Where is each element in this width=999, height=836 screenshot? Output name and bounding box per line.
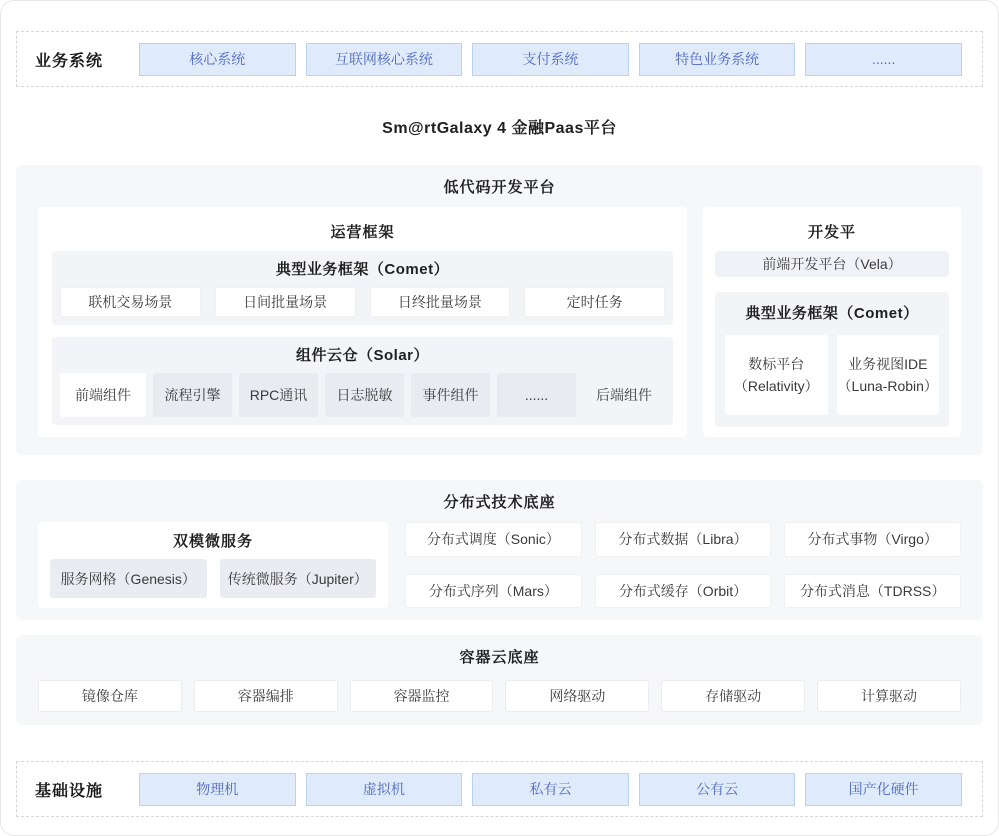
container-cloud-buttons (38, 680, 961, 712)
button-solar-more[interactable]: ...... (497, 373, 576, 417)
dev-platform-card (703, 207, 961, 437)
lowcode-platform-section (16, 165, 983, 455)
business-systems-buttons (139, 43, 962, 76)
button-distributed-scheduling-sonic[interactable]: 分布式调度（Sonic） (405, 522, 582, 557)
button-network-driver[interactable]: 网络驱动 (505, 680, 649, 712)
button-distributed-sequence-mars[interactable]: 分布式序列（Mars） (405, 574, 582, 609)
button-payment-system[interactable]: 支付系统 (472, 43, 629, 76)
button-line2: （Relativity） (733, 378, 819, 394)
button-daytime-batch-scene[interactable]: 日间批量场景 (215, 287, 356, 317)
button-public-cloud[interactable]: 公有云 (639, 773, 796, 806)
button-service-mesh-genesis[interactable]: 服务网格（Genesis） (50, 559, 207, 598)
button-featured-business-system[interactable]: 特色业务系统 (639, 43, 796, 76)
distributed-body (38, 522, 961, 608)
button-virtual-machine[interactable]: 虚拟机 (306, 773, 463, 806)
button-business-view-ide-luna-robin[interactable] (837, 335, 940, 415)
container-cloud-section (16, 635, 983, 725)
button-frontend-dev-platform-vela[interactable]: 前端开发平台（Vela） (715, 251, 949, 277)
button-domestic-hardware[interactable]: 国产化硬件 (805, 773, 962, 806)
button-distributed-data-libra[interactable]: 分布式数据（Libra） (595, 522, 772, 557)
button-distributed-cache-orbit[interactable]: 分布式缓存（Orbit） (595, 574, 772, 609)
button-process-engine[interactable]: 流程引擎 (153, 373, 232, 417)
distributed-base-section (16, 480, 983, 620)
button-core-system[interactable]: 核心系统 (139, 43, 296, 76)
button-line1: 数标平台 (748, 356, 805, 372)
button-distributed-message-tdrss[interactable]: 分布式消息（TDRSS） (784, 574, 961, 609)
dev-comet-buttons (725, 335, 939, 415)
lowcode-body (38, 207, 961, 437)
business-systems-row (16, 31, 983, 87)
button-data-metrics-platform-relativity[interactable] (725, 335, 828, 415)
dual-mode-buttons (50, 559, 376, 598)
backend-component-label: 后端组件 (596, 387, 652, 403)
button-scheduled-task[interactable]: 定时任务 (524, 287, 665, 317)
dev-comet-title: 典型业务框架（Comet） (745, 305, 919, 322)
button-rpc-communication[interactable]: RPC通讯 (239, 373, 318, 417)
dual-mode-microservice-card (38, 522, 388, 608)
solar-buttons-row (60, 373, 665, 417)
button-line1: 业务视图IDE (848, 356, 928, 372)
solar-warehouse-title: 组件云仓（Solar） (295, 347, 429, 364)
platform-title: Sm@rtGalaxy 4 金融Paas平台 (382, 119, 617, 137)
button-online-trading-scene[interactable]: 联机交易场景 (60, 287, 201, 317)
button-event-component[interactable]: 事件组件 (411, 373, 490, 417)
button-frontend-component[interactable]: 前端组件 (60, 373, 146, 417)
button-container-orchestration[interactable]: 容器编排 (194, 680, 338, 712)
button-traditional-microservice-jupiter[interactable]: 传统微服务（Jupiter） (220, 559, 377, 598)
button-log-masking[interactable]: 日志脱敏 (325, 373, 404, 417)
business-systems-label: 业务系统 (35, 52, 104, 70)
button-private-cloud[interactable]: 私有云 (472, 773, 629, 806)
distributed-base-title: 分布式技术底座 (443, 494, 556, 511)
button-line2: （Luna-Robin） (837, 378, 938, 394)
operation-framework-title: 运营框架 (330, 224, 395, 241)
dual-mode-title: 双模微服务 (172, 533, 253, 550)
container-cloud-title: 容器云底座 (459, 649, 540, 666)
dev-platform-title: 开发平 (807, 224, 856, 241)
comet-framework-panel (52, 251, 673, 325)
dev-comet-panel (715, 292, 949, 427)
button-internet-core-system[interactable]: 互联网核心系统 (306, 43, 463, 76)
lowcode-platform-title: 低代码开发平台 (443, 179, 556, 196)
button-storage-driver[interactable]: 存储驱动 (661, 680, 805, 712)
button-endofday-batch-scene[interactable]: 日终批量场景 (370, 287, 511, 317)
distributed-services-grid (405, 522, 961, 608)
button-distributed-transaction-virgo[interactable]: 分布式事物（Virgo） (784, 522, 961, 557)
button-container-monitoring[interactable]: 容器监控 (350, 680, 494, 712)
operation-framework-card (38, 207, 687, 437)
infrastructure-row (16, 761, 983, 817)
button-compute-driver[interactable]: 计算驱动 (817, 680, 961, 712)
comet-framework-title: 典型业务框架（Comet） (275, 261, 450, 278)
button-business-more[interactable]: ...... (805, 43, 962, 76)
button-image-registry[interactable]: 镜像仓库 (38, 680, 182, 712)
button-physical-machine[interactable]: 物理机 (139, 773, 296, 806)
infrastructure-label: 基础设施 (35, 782, 104, 800)
solar-warehouse-panel (52, 337, 673, 425)
comet-buttons-row (60, 287, 665, 317)
infrastructure-buttons (139, 773, 962, 806)
